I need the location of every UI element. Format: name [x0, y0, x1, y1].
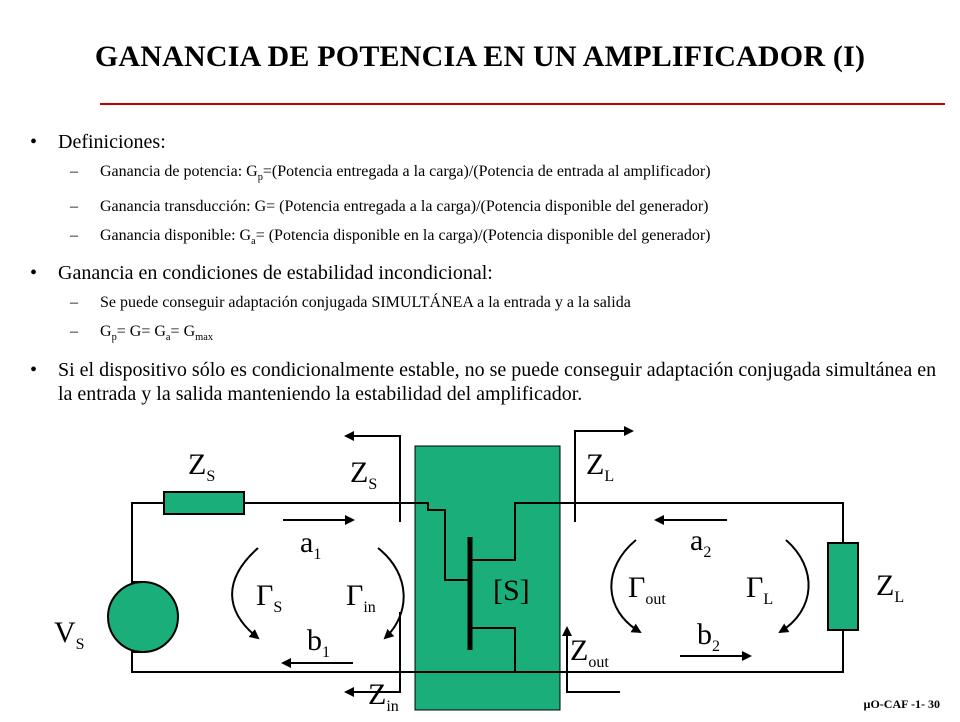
zl-reference-label: $Z_L$	[586, 448, 615, 485]
zin-label: $Z_{in}$	[368, 678, 399, 715]
bullet-dot: •	[30, 131, 38, 153]
gamma-s-label: $\Gamma_S$	[256, 579, 283, 616]
zout-label: $Z_{out}$	[570, 634, 609, 671]
zs-resistor	[164, 492, 244, 514]
s-block-label: [S]	[493, 574, 530, 607]
item-ganancia-disponible: – Ganancia disponible: $G_a=$ (Potencia disponible en la carga)/(Potencia disponible del generador)	[70, 227, 711, 248]
item-ganancia-potencia: – Ganancia de potencia: $G_p=(Potencia$ entregada a la carga)/(Potencia de entrada al amplificador)	[70, 163, 711, 184]
slide-footer: µO-CAF -1- 30	[863, 697, 940, 711]
voltage-source	[108, 582, 178, 652]
item-gmax: – $G_p= G= G_a= G_{max}$	[70, 323, 214, 344]
item-adaptacion: – Se puede conseguir adaptación conjugada SIMULTÁNEA a la entrada y a la salida	[70, 294, 631, 312]
gamma-l-label: $\Gamma_L$	[746, 571, 774, 608]
b1-label: $b_1$	[307, 624, 330, 661]
gamma-in-label: $\Gamma_{in}$	[346, 579, 376, 616]
zl-resistor-label: $Z_L$	[876, 569, 905, 606]
gamma-s-arc	[232, 548, 258, 638]
zl-resistor	[828, 543, 858, 630]
bullet-definiciones: • Definiciones:	[30, 131, 166, 153]
b2-label: $b_2$	[697, 618, 720, 655]
s-parameter-block	[415, 446, 560, 710]
slide-title: GANANCIA DE POTENCIA EN UN AMPLIFICADOR (I)	[94, 40, 866, 73]
a1-label: $a_1$	[300, 526, 322, 563]
item-ganancia-transduccion: – Ganancia transducción: G= (Potencia entregada a la carga)/(Potencia disponible del generador)	[70, 198, 709, 216]
vs-label: $V_S$	[54, 616, 85, 653]
gamma-l-arc	[780, 540, 809, 632]
zs-resistor-label: $Z_S$	[188, 448, 216, 485]
zs-reference-label: $Z_S$	[350, 456, 378, 493]
gamma-out-label: $\Gamma_{out}$	[628, 571, 666, 608]
bullet-condicional: • Si el dispositivo sólo es condicionalmente estable, no se puede conseguir adaptación conjugada simultánea en la entrada y la salida manteniendo la estabilidad del amplificador.	[30, 358, 937, 405]
a2-label: $a_2$	[690, 524, 712, 561]
bullet-estabilidad: • Ganancia en condiciones de estabilidad incondicional:	[30, 262, 493, 285]
